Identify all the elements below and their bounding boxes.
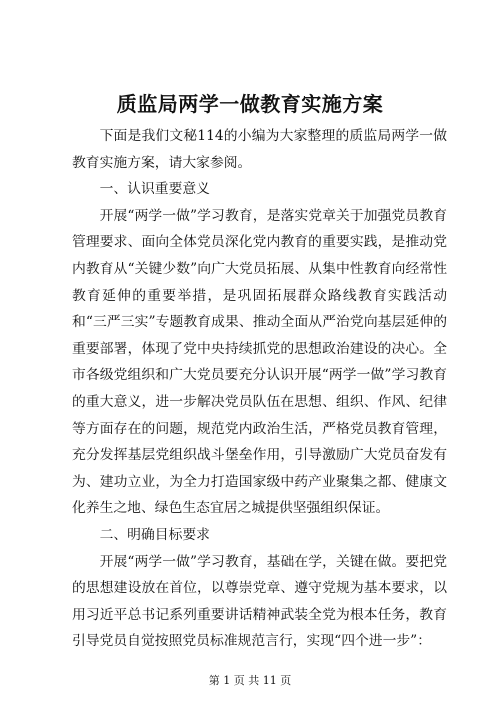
document-title: 质监局两学一做教育实施方案	[116, 92, 384, 116]
body-paragraph-2: 开展“两学一做”学习教育，基础在学，关键在做。要把党的思想建设放在首位，以尊崇党章、遵守党规为基本要求，以用习近平总书记系列重要讲话精神武装全党为根本任务，教育引导党员自觉按照党员标准规范言行，实现“四个进一步”：	[72, 553, 447, 650]
intro-paragraph: 下面是我们文秘114的小编为大家整理的质监局两学一做教育实施方案，请大家参阅。	[72, 128, 447, 171]
body-paragraph-1: 开展“两学一做”学习教育，是落实党章关于加强党员教育管理要求、面向全体党员深化党内教育的重要实践，是推动党内教育从“关键少数”向广大党员拓展、从集中性教育向经常性教育延伸的重要举措，是巩固拓展群众路线教育实践活动和“三严三实”专题教育成果、推动全面从严治党向基层延伸的重要部署，体现了党中央持续抓党的思想政治建设的决心。全市各级党组织和广大党员要充分认识开展“两学一做”学习教育的重大意义，进一步解决党员队伍在思想、组织、作风、纪律等方面存在的问题，规范党内政治生活，严格党员教育管理，充分发挥基层党组织战斗堡垒作用，引导激励广大党员奋发有为、建功立业，为全力打造国家级中药产业聚集之都、健康文化养生之地、绿色生态宜居之城提供坚强组织保证。	[72, 207, 447, 517]
section-heading-2: 二、明确目标要求	[99, 526, 210, 543]
page-footer: 第 1 页 共 11 页	[208, 674, 292, 687]
section-heading-1: 一、认识重要意义	[99, 181, 210, 198]
document-body	[72, 123, 447, 655]
